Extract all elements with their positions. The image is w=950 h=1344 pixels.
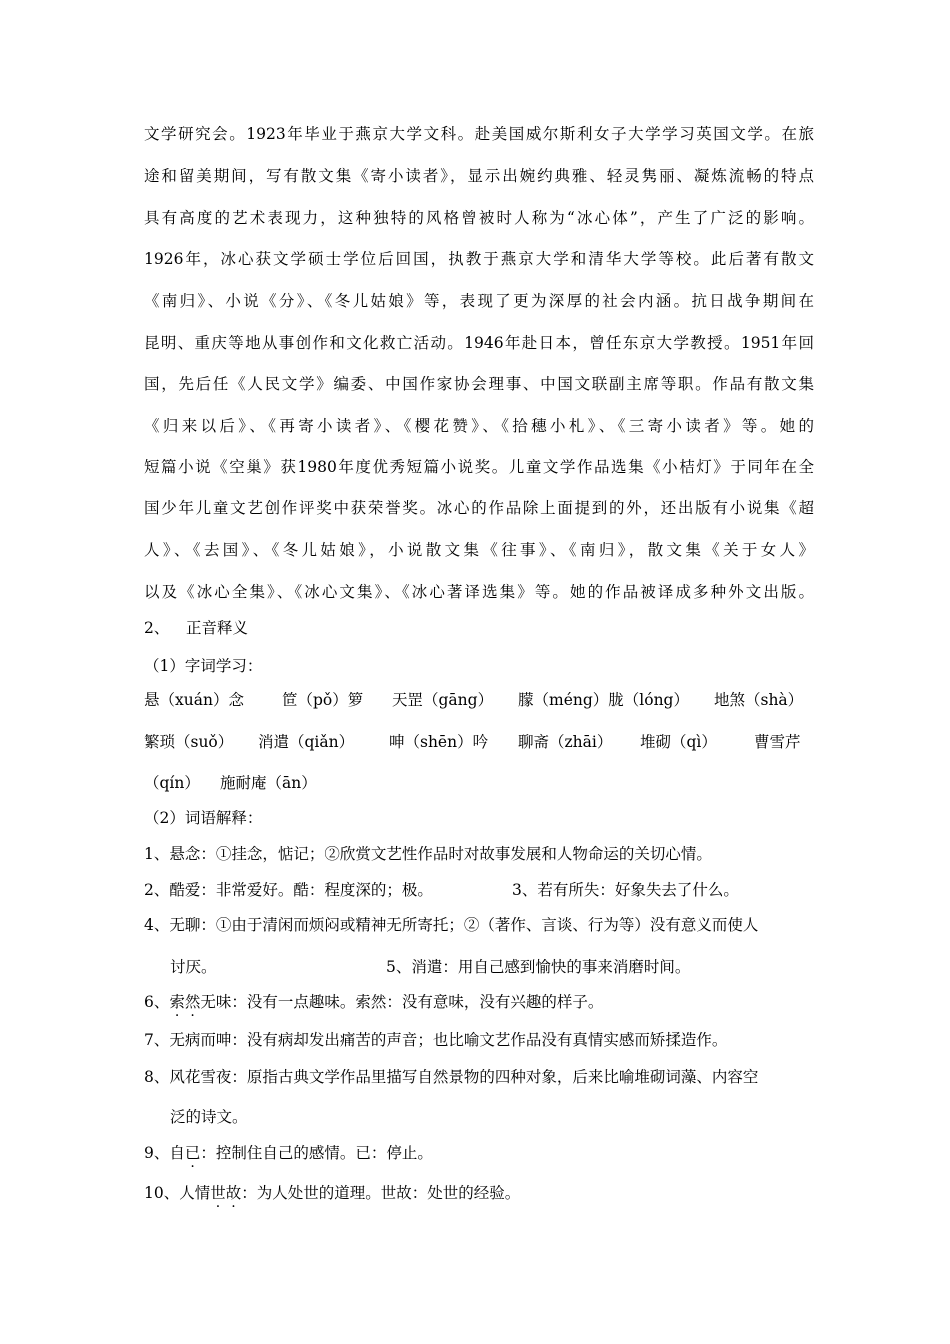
pronunciation-item: 施耐庵（ān）: [220, 774, 317, 792]
definitions-heading: （2）词语解释：: [144, 809, 263, 827]
definition-text: ：为人处世的道理。世故：处世的经验。: [241, 1184, 521, 1202]
definition-term: 人情: [179, 1184, 211, 1202]
pronunciation-item: 呻（shēn）吟: [389, 733, 489, 751]
pronunciation-heading: （1）字词学习：: [144, 657, 263, 675]
definition-item: [144, 1143, 433, 1163]
pronunciation-item: 笸（pǒ）箩: [282, 691, 364, 709]
biography-line: 途和留美期间，写有散文集《寄小读者》，显示出婉约典雅、轻灵隽丽、凝炼流畅的特点: [144, 167, 814, 185]
biography-line: 《归来以后》、《再寄小读者》、《樱花赞》、《拾穗小札》、《三寄小读者》等。她的: [144, 417, 814, 435]
biography-line: 国，先后任《人民文学》编委、中国作家协会理事、中国文联副主席等职。作品有散文集: [144, 375, 814, 393]
pronunciation-item: 地煞（shà）: [714, 691, 804, 709]
definition-text: 无味：没有一点趣味。索然：没有意味，没有兴趣的样子。: [200, 993, 604, 1011]
definition-item: 3、若有所失：好象失去了什么。: [512, 881, 739, 899]
section-number: 2、: [144, 619, 170, 637]
pronunciation-item: 繁琐（suǒ）: [144, 733, 234, 751]
definition-continuation: 讨厌。: [170, 958, 217, 976]
biography-line: 具有高度的艺术表现力，这种独特的风格曾被时人称为“冰心体”，产生了广泛的影响。: [144, 209, 814, 227]
definition-item: 1、悬念：①挂念，惦记；②欣赏文艺性作品时对故事发展和人物命运的关切心情。: [144, 845, 712, 863]
pronunciation-item: 堆砌（qì）: [640, 733, 717, 751]
definition-item: 4、无聊：①由于清闲而烦闷或精神无所寄托；②（著作、言谈、行为等）没有意义而使人: [144, 916, 759, 934]
emphasis-dot-char: 然: [184, 993, 201, 1011]
dotted-term: 已: [184, 1144, 201, 1162]
definition-text: ：控制住自己的感情。已：停止。: [200, 1144, 433, 1162]
emphasis-dot-char: 故: [225, 1184, 242, 1202]
biography-line: 国少年儿童文艺创作评奖中获荣誉奖。冰心的作品除上面提到的外，还出版有小说集《超: [144, 499, 814, 517]
definition-number: 6、: [144, 993, 170, 1011]
biography-line: 昆明、重庆等地从事创作和文化救亡活动。1946年赴日本，曾任东京大学教授。1951年回: [144, 334, 814, 352]
pronunciation-item: 悬（xuán）念: [144, 691, 244, 709]
pronunciation-item: 聊斋（zhāi）: [518, 733, 613, 751]
pronunciation-item: 消遣（qiǎn）: [258, 733, 355, 751]
biography-line: 以及《冰心全集》、《冰心文集》、《冰心著译选集》等。她的作品被译成多种外文出版。: [144, 583, 814, 601]
pronunciation-item: 天罡（gāng）: [392, 691, 494, 709]
definition-term: 自: [169, 1144, 185, 1162]
definition-number: 9、: [144, 1144, 170, 1162]
definition-item: 7、无病而呻：没有病却发出痛苦的声音；也比喻文艺作品没有真情实感而矫揉造作。: [144, 1031, 728, 1049]
pronunciation-item: 朦（méng）胧（lóng）: [518, 691, 689, 709]
biography-line: 1926年，冰心获文学硕士学位后回国，执教于燕京大学和清华大学等校。此后著有散文: [144, 250, 814, 268]
definition-item: 8、风花雪夜：原指古典文学作品里描写自然景物的四种对象，后来比喻堆砌词藻、内容空: [144, 1068, 759, 1086]
definition-item: [144, 1183, 520, 1203]
emphasis-dot-char: 索: [169, 993, 185, 1011]
definition-number: 10、: [144, 1184, 180, 1202]
dotted-term: [210, 1184, 241, 1202]
pronunciation-item: （qín）: [144, 774, 200, 792]
biography-line: 短篇小说《空巢》获1980年度优秀短篇小说奖。儿童文学作品选集《小桔灯》于同年在全: [144, 458, 814, 476]
section-title: 正音释义: [186, 619, 249, 637]
biography-line: 文学研究会。1923年毕业于燕京大学文科。赴美国威尔斯利女子大学学习英国文学。在旅: [144, 125, 814, 143]
pronunciation-item: 曹雪芹: [754, 733, 801, 751]
definition-item: [144, 992, 603, 1012]
dotted-term: [169, 993, 200, 1011]
definition-continuation: 泛的诗文。: [170, 1108, 248, 1126]
definition-item: 5、消遣：用自己感到愉快的事来消磨时间。: [386, 958, 691, 976]
biography-line: 人》、《去国》、《冬儿姑娘》，小说散文集《往事》、《南归》，散文集《关于女人》: [144, 541, 814, 559]
emphasis-dot-char: 世: [210, 1184, 226, 1202]
biography-line: 《南归》、小说《分》、《冬儿姑娘》等，表现了更为深厚的社会内涵。抗日战争期间在: [144, 292, 814, 310]
definition-item: 2、酷爱：非常爱好。酷：程度深的；极。: [144, 881, 433, 899]
